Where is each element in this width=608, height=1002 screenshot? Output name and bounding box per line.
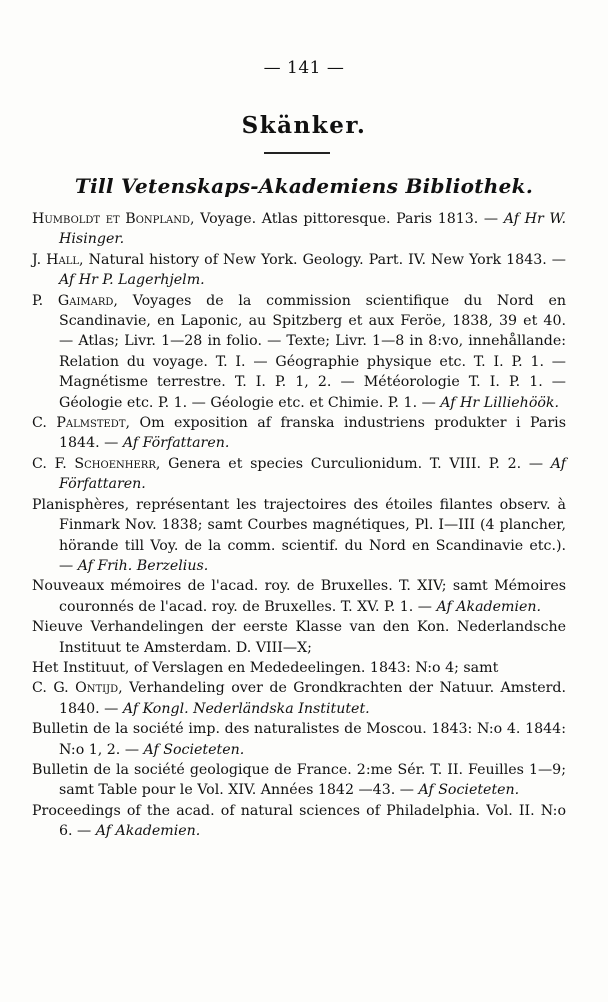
list-item <box>32 719 566 760</box>
page-title: Skänker. <box>241 112 367 139</box>
entry-donor: Af Kongl. Nederländska Institutet. <box>122 700 370 717</box>
entry-author: C. Palmstedt, <box>32 415 131 432</box>
entry-donor: Af Hr W. Hisinger. <box>59 211 567 248</box>
entry-donor: Af Hr Lilliehöök. <box>440 394 560 411</box>
entry-text: Nouveaux mémoires de l'acad. roy. de Bruxelles. T. XIV; samt Mémoires couronnés de l'acad. roy. de Bruxelles. T. XV. P. 1. — <box>32 578 566 615</box>
entry-text: Voyages de la commission scientifique du Nord en Scandinavie, en Laponic, au Spitzberg et aux Feröe, 1838, 39 et 40. — Atlas; Livr. 1—28 in folio. — Texte; Livr. 1—8 in 8:vo, innehållande: Relation du voyage. T. I. — Géographie physique etc. T. I. P. 1. — Magnétisme terrestre. T. I. P. 1, 2. — Météorologie T. I. P. 1. — Géologie etc. P. 1. — Géologie etc. et Chimie. P. 1. — <box>59 292 566 411</box>
page-number: — 141 — <box>263 58 345 78</box>
entry-donor: Af Akademien. <box>436 598 542 615</box>
list-item <box>32 658 566 678</box>
list-item <box>32 576 566 617</box>
title-divider <box>264 152 330 154</box>
entry-donor: Af Författaren. <box>59 455 567 493</box>
list-item <box>32 209 566 250</box>
entry-donor: Af Frih. Berzelius. <box>77 557 209 574</box>
entry-donor: Af Societeten. <box>418 782 520 799</box>
entry-text: Natural history of New York. Geology. Part. IV. New York 1843. — <box>83 251 566 268</box>
entry-text: Verhandeling over de Grondkrachten der Natuur. Amsterd. 1840. — <box>59 680 566 717</box>
entry-donor: Af Akademien. <box>95 823 201 840</box>
donation-list <box>32 209 566 842</box>
list-item <box>32 760 566 801</box>
list-item <box>32 801 566 842</box>
entry-text: Bulletin de la société geologique de France. 2:me Sér. T. II. Feuilles 1—9; samt Table pour le Vol. XIV. Années 1842 —43. — <box>32 761 566 799</box>
list-item <box>32 617 566 658</box>
list-item <box>32 291 566 413</box>
entry-author: C. F. Schoenherr, <box>32 455 161 472</box>
entry-author: J. Hall, <box>32 251 84 268</box>
entry-donor: Af Författaren. <box>122 435 230 452</box>
list-item <box>32 454 566 495</box>
entry-donor: Af Societeten. <box>143 741 245 758</box>
entry-text: Om exposition af franska industriens produkter i Paris 1844. — <box>59 415 566 452</box>
entry-text: Planisphères, représentant les trajectoires des étoiles filantes observ. à Finmark Nov. 1838; samt Courbes magnétiques, Pl. I—III (4 plancher, hörande till Voy. de la comm. scientif. du Nord en Scandinavie etc.). — <box>32 496 566 574</box>
list-item <box>32 250 566 291</box>
entry-text: Het Instituut, of Verslagen en Mededeelingen. 1843: N:o 4; samt <box>32 659 499 676</box>
entry-text: Proceedings of the acad. of natural sciences of Philadelphia. Vol. II. N:o 6. — <box>32 802 566 840</box>
entry-text: Voyage. Atlas pittoresque. Paris 1813. — <box>194 211 504 227</box>
entry-author: Humboldt et Bonpland, <box>32 211 195 227</box>
entry-author: C. G. Ontijd, <box>32 680 123 697</box>
page-subtitle: Till Vetenskaps-Akademiens Bibliothek. <box>74 174 534 198</box>
list-item <box>32 678 566 719</box>
entry-text: Bulletin de la société imp. des naturalistes de Moscou. 1843: N:o 4. 1844: N:o 1, 2. — <box>32 721 566 758</box>
entry-author: P. Gaimard, <box>32 292 118 309</box>
entry-donor: Af Hr P. Lagerhjelm. <box>59 272 205 289</box>
entry-text: Nieuve Verhandelingen der eerste Klasse van den Kon. Nederlandsche Instituut te Amsterdam. D. VIII—X; <box>32 619 566 656</box>
list-item <box>32 413 566 454</box>
list-item <box>32 495 566 577</box>
entry-text: Genera et species Curculionidum. T. VIII. P. 2. — <box>160 455 551 472</box>
